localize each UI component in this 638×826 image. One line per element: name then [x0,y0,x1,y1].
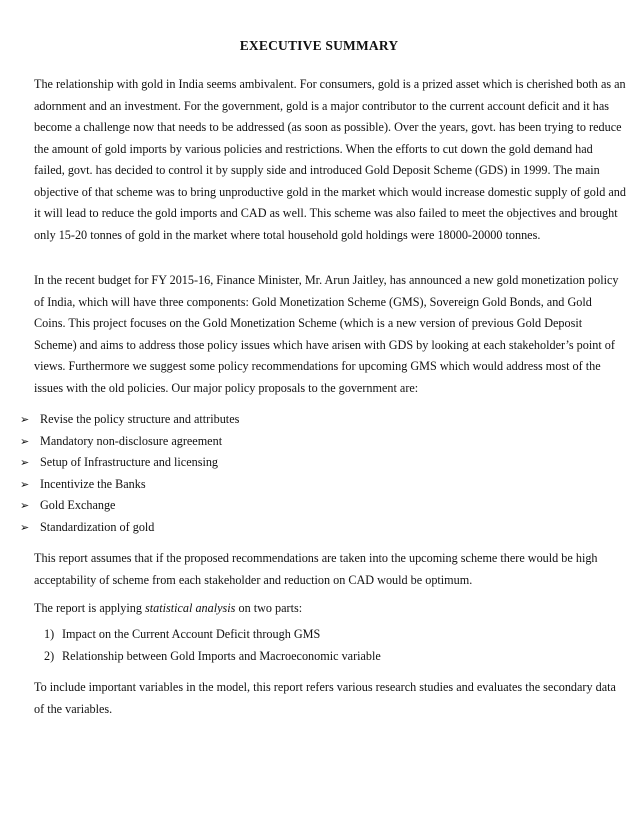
list-item [20,431,620,453]
item-text: Relationship between Gold Imports and Macroeconomic variable [62,648,381,663]
item-number: 1) [44,627,55,641]
arrow-bullet-icon: ➢ [20,456,30,469]
arrow-bullet-icon: ➢ [20,520,30,534]
arrow-bullet-icon: ➢ [20,434,30,448]
proposal-text: Mandatory non-disclosure agreement [40,433,223,448]
list-item [44,624,604,646]
paragraph-assumption: This report assumes that if the proposed recommendations are taken into the upcoming scheme there would be high acceptability of scheme from each stakeholder and reduction on CAD would be optimum. [34,551,598,587]
paragraph-intro: The relationship with gold in India seems ambivalent. For consumers, gold is a prized asset which is cherished both as an adornment and an investment. For the government, gold is a major contributor to the current account deficit and it has become a challenge now that needs to be addressed (as soon as possible). Over the years, govt. has been trying to reduce the amount of gold imports by various policies and restrictions. When the efforts to cut down the gold demand had failed, govt. has decided to control it by supply side and introduced Gold Deposit Scheme (GDS) in 1999. The main objective of that scheme was to bring unproductive gold in the market which would increase domestic supply of gold and it will lead to reduce the gold imports and CAD as well. This scheme was also failed to meet the objectives and brought only 15-20 tonnes of gold in the market where total household gold holdings were 18000-20000 tonnes. [34,77,626,242]
analysis-emphasis: statistical analysis [145,601,236,615]
arrow-bullet-icon: ➢ [20,499,30,512]
list-item [20,517,620,539]
analysis-prefix: The report is applying [34,601,146,615]
paragraph-analysis [34,598,626,620]
item-text: Impact on the Current Account Deficit through GMS [62,627,321,641]
proposal-text: Incentivize the Banks [40,476,146,491]
item-number: 2) [44,648,55,663]
analysis-suffix: on two parts: [235,601,303,615]
list-item [44,646,604,668]
page-title: EXECUTIVE SUMMARY [239,38,399,53]
paragraph-variables: To include important variables in the model, this report refers various research studies and evaluates the secondary data of the variables. [34,680,616,716]
list-item [20,409,620,431]
proposal-text: Gold Exchange [40,498,116,512]
arrow-bullet-icon: ➢ [20,477,30,491]
proposal-list [20,409,620,538]
analysis-parts-list [44,624,604,667]
paragraph-budget: In the recent budget for FY 2015-16, Finance Minister, Mr. Arun Jaitley, has announced a new gold monetization policy of India, which will have three components: Gold Monetization Scheme (GMS), Sovereign Gold Bonds, and Gold Coins. This project focuses on the Gold Monetization Scheme (which is a new version of previous Gold Deposit Scheme) and aims to address those policy issues which have arisen with GDS by looking at each stakeholder’s point of views. Furthermore we suggest some policy recommendations for upcoming GMS which would address most of the issues with the old policies. Our major policy proposals to the government are: [34,273,619,395]
proposal-text: Revise the policy structure and attributes [40,412,240,426]
proposal-text: Setup of Infrastructure and licensing [40,455,219,469]
proposal-text: Standardization of gold [40,519,155,534]
list-item [20,452,620,474]
arrow-bullet-icon: ➢ [20,413,30,426]
list-item [20,474,620,496]
list-item [20,495,620,517]
